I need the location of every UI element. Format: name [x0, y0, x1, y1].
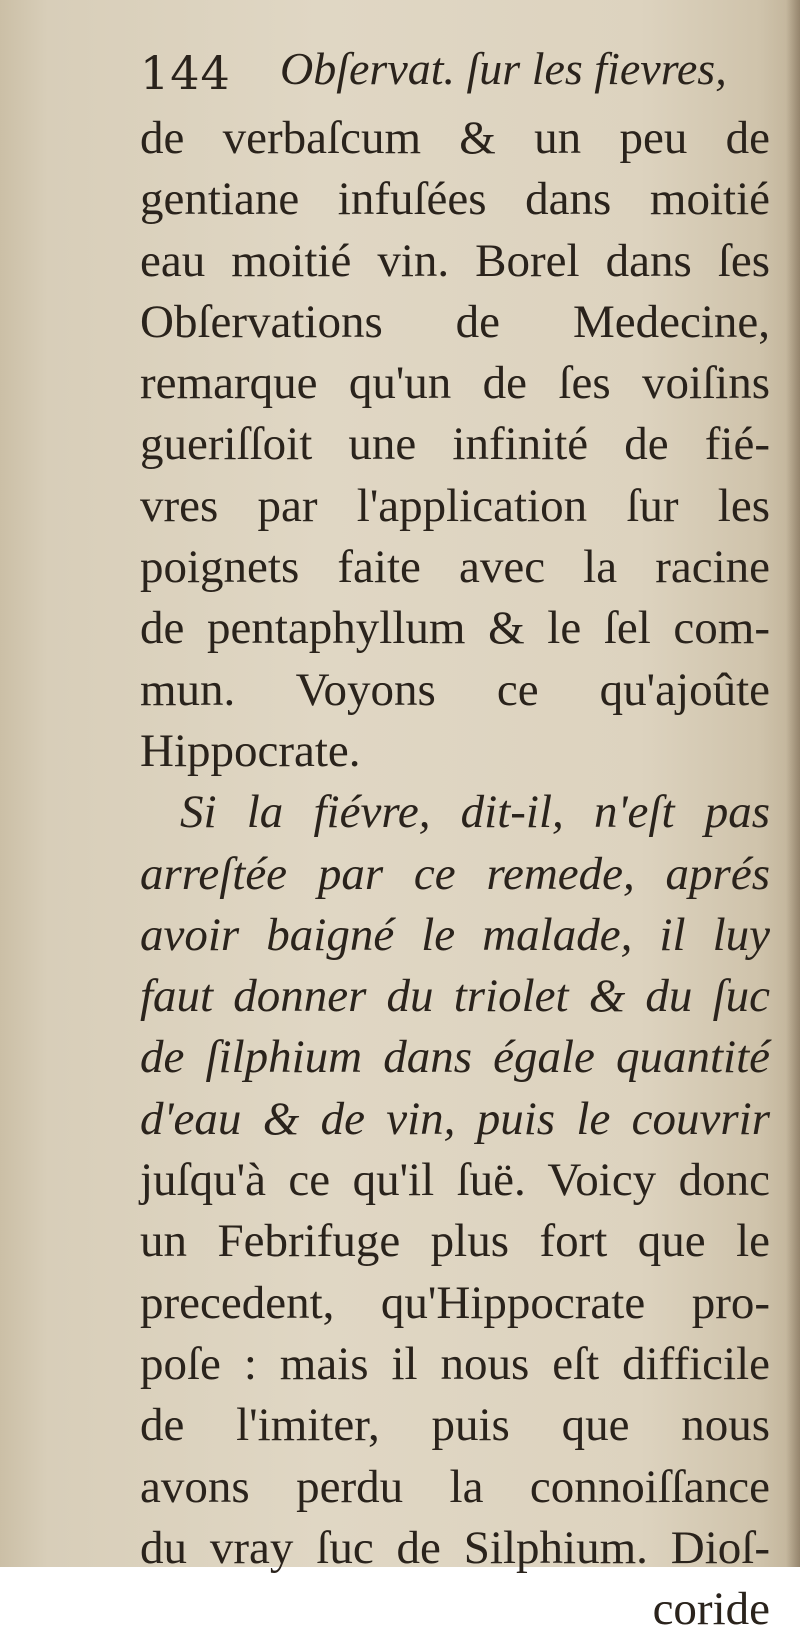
text-line: avons perdu la connoiſſance: [140, 1460, 770, 1513]
running-head: Obſervat. ſur les fievres,: [280, 43, 727, 94]
quote-line: de ſilphium dans égale quantité: [140, 1031, 770, 1084]
text-line: Hippocrate.: [140, 724, 361, 777]
text-line: de pentaphyllum & le ſel com-: [140, 602, 770, 655]
quote-line: arreſtée par ce remede, aprés: [140, 847, 770, 900]
text-line: precedent, qu'Hippocrate pro-: [140, 1276, 770, 1329]
text-line: Obſervations de Medecine,: [140, 295, 770, 348]
text-line: du vray ſuc de Silphium. Dioſ-: [140, 1521, 770, 1574]
text-line: de l'imiter, puis que nous: [140, 1399, 770, 1452]
text-line: juſqu'à ce qu'il ſuë. Voicy donc: [140, 1154, 770, 1207]
text-line: eau moitié vin. Borel dans ſes: [140, 234, 770, 287]
text-line: mun. Voyons ce qu'ajoûte: [140, 663, 770, 716]
page-number: 144: [140, 46, 231, 100]
text-line: remarque qu'un de ſes voiſins: [140, 357, 770, 410]
quote-line: d'eau & de vin, puis le couvrir: [140, 1092, 770, 1145]
quote-line: Si la fiévre, dit-il, n'eſt pas: [180, 786, 770, 839]
quote-line: avoir baigné le malade, il luy: [140, 908, 770, 961]
text-line: un Febrifuge plus fort que le: [140, 1215, 770, 1268]
body-text: [140, 108, 770, 1640]
text-line: gentiane infuſées dans moitié: [140, 173, 770, 226]
text-line: de verbaſcum & un peu de: [140, 112, 770, 164]
catchword: coride: [652, 1583, 770, 1636]
text-line: gueriſſoit une infinité de fié-: [140, 418, 770, 471]
text-line: poſe : mais il nous eſt difficile: [140, 1337, 770, 1390]
text-line: vres par l'application ſur les: [140, 479, 770, 532]
text-line: poignets faite avec la racine: [140, 541, 770, 594]
page-header: [140, 40, 770, 110]
quote-line: faut donner du triolet & du ſuc: [140, 970, 770, 1023]
